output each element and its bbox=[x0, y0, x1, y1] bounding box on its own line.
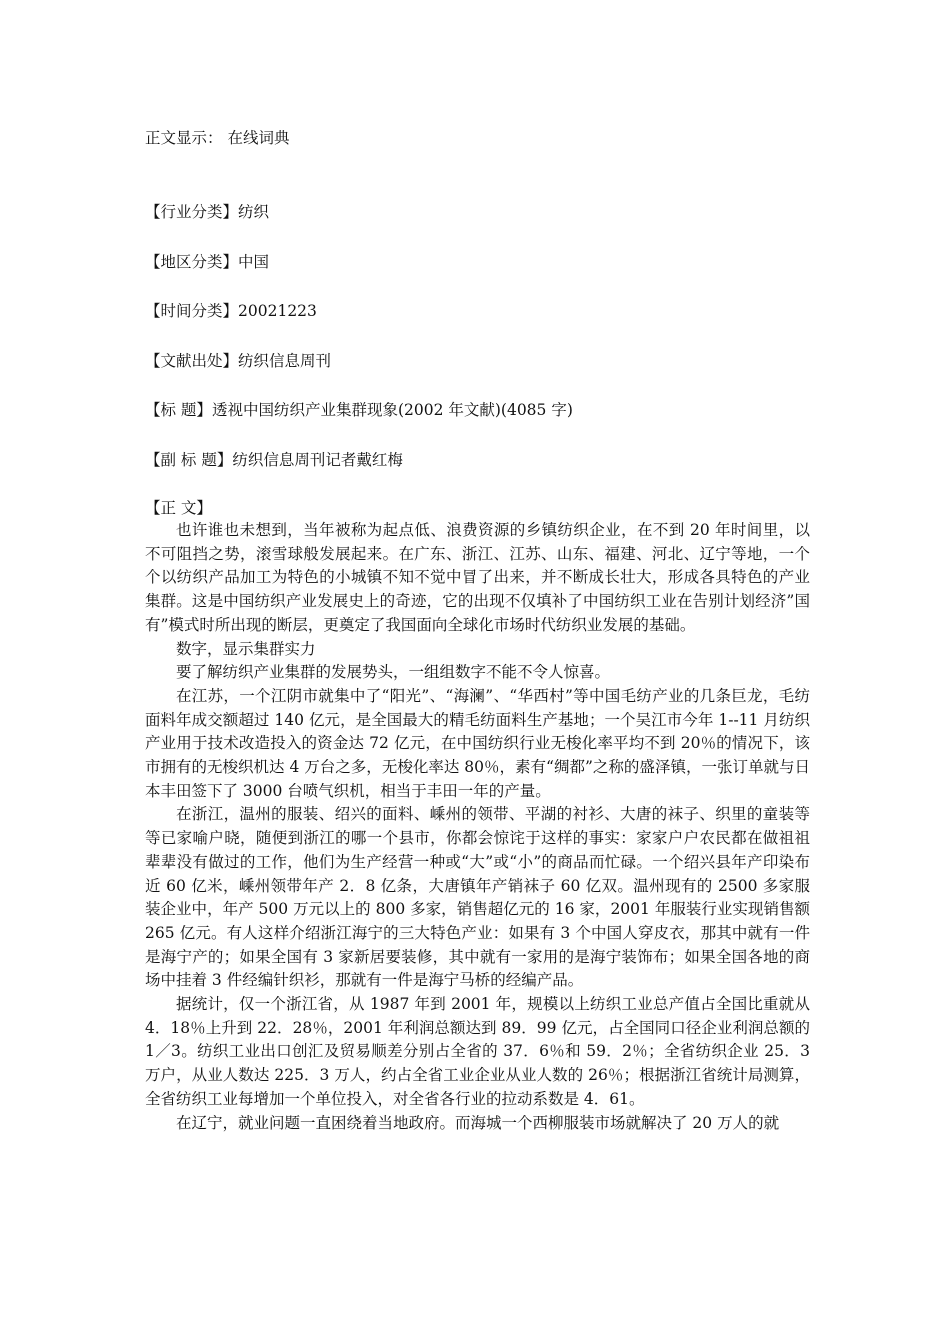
meta-label: 【地区分类】 bbox=[145, 253, 239, 271]
meta-title bbox=[145, 400, 573, 420]
meta-label: 【标 题】 bbox=[145, 401, 212, 419]
body-paragraph: 在辽宁，就业问题一直困绕着当地政府。而海城一个西柳服装市场就解决了 20 万人的就 bbox=[176, 1113, 780, 1132]
meta-date bbox=[145, 301, 317, 321]
body-paragraph: 据统计，仅一个浙江省，从 1987 年到 2001 年，规模以上纺织工业总产值占全国比重就从 4．18％上升到 22．28％，2001 年利润总额达到 89．99 亿元，占全国同口径企业利润总额的 1／3。纺织工业出口创汇及贸易顺差分别占全省的 37．6％和 59．2％；全省纺织企业 25．3 万户，从业人数达 225．3 万人，约占全省工业企业从业人数的 26％；根据浙江省统计局测算，全省纺织工业每增加一个单位投入，对全省各行业的拉动系数是 4．61。 bbox=[145, 995, 810, 1108]
body-paragraph: 在浙江，温州的服装、绍兴的面料、嵊州的领带、平湖的衬衫、大唐的袜子、织里的童装等等已家喻户晓，随便到浙江的哪一个县市，你都会惊诧于这样的事实：家家户户农民都在做祖祖辈辈没有做过的工作，他们为生产经营一种或“大”或“小”的商品而忙碌。一个绍兴县年产印染布近 60 亿米，嵊州领带年产 2．8 亿条，大唐镇年产销袜子 60 亿双。温州现有的 2500 多家服装企业中，年产 500 万元以上的 800 多家，销售超亿元的 16 家，2001 年服装行业实现销售额 265 亿元。有人这样介绍浙江海宁的三大特色产业：如果有 3 个中国人穿皮衣，那其中就有一件是海宁产的；如果全国有 3 家新居要装修，其中就有一家用的是海宁装饰布；如果全国各地的商场中挂着 3 件经编针织衫，那就有一件是海宁马桥的经编产品。 bbox=[145, 805, 810, 990]
meta-label: 【副 标 题】 bbox=[145, 451, 233, 469]
meta-value: 20021223 bbox=[238, 302, 317, 320]
article-body bbox=[145, 498, 810, 1136]
meta-label: 【行业分类】 bbox=[145, 203, 239, 221]
meta-value: 透视中国纺织产业集群现象(2002 年文献)(4085 字) bbox=[211, 401, 573, 419]
body-paragraph: 在江苏，一个江阴市就集中了“阳光”、“海澜”、“华西村”等中国毛纺产业的几条巨龙，毛纺面料年成交额超过 140 亿元，是全国最大的精毛纺面料生产基地；一个吴江市今年 1--11 月纺织产业用于技术改造投入的资金达 72 亿元，在中国纺织行业无梭化率平均不到 20％的情况下，该市拥有的无梭织机达 4 万台之多，无梭化率达 80％，素有“绸都”之称的盛泽镇，一张订单就与日本丰田签下了 3000 台喷气织机，相当于丰田一年的产量。 bbox=[145, 686, 810, 800]
meta-label: 【文献出处】 bbox=[145, 352, 239, 370]
body-paragraph: 要了解纺织产业集群的发展势头，一组组数字不能不令人惊喜。 bbox=[176, 663, 611, 682]
display-mode-label: 正文显示： bbox=[145, 129, 223, 147]
display-mode-line bbox=[145, 128, 289, 148]
meta-value: 纺织信息周刊 bbox=[238, 352, 332, 370]
meta-value: 纺织信息周刊记者戴红梅 bbox=[232, 451, 403, 469]
meta-source bbox=[145, 351, 331, 371]
online-dictionary-link[interactable]: 在线词典 bbox=[227, 129, 290, 147]
section-heading: 数字，显示集群实力 bbox=[176, 639, 316, 658]
meta-industry bbox=[145, 202, 269, 222]
body-paragraph: 也许谁也未想到，当年被称为起点低、浪费资源的乡镇纺织企业，在不到 20 年时间里，以不可阻挡之势，滚雪球般发展起来。在广东、浙江、江苏、山东、福建、河北、辽宁等地，一个个以纺织产品加工为特色的小城镇不知不觉中冒了出来，并不断成长壮大，形成各具特色的产业集群。这是中国纺织产业发展史上的奇迹，它的出现不仅填补了中国纺织工业在告别计划经济”国有”模式时所出现的断层，更奠定了我国面向全球化市场时代纺织业发展的基础。 bbox=[145, 521, 810, 634]
body-label: 【正 文】 bbox=[145, 499, 212, 517]
meta-subtitle bbox=[145, 450, 403, 470]
meta-value: 中国 bbox=[238, 253, 270, 271]
meta-region bbox=[145, 252, 269, 272]
meta-label: 【时间分类】 bbox=[145, 302, 239, 320]
meta-value: 纺织 bbox=[238, 203, 270, 221]
